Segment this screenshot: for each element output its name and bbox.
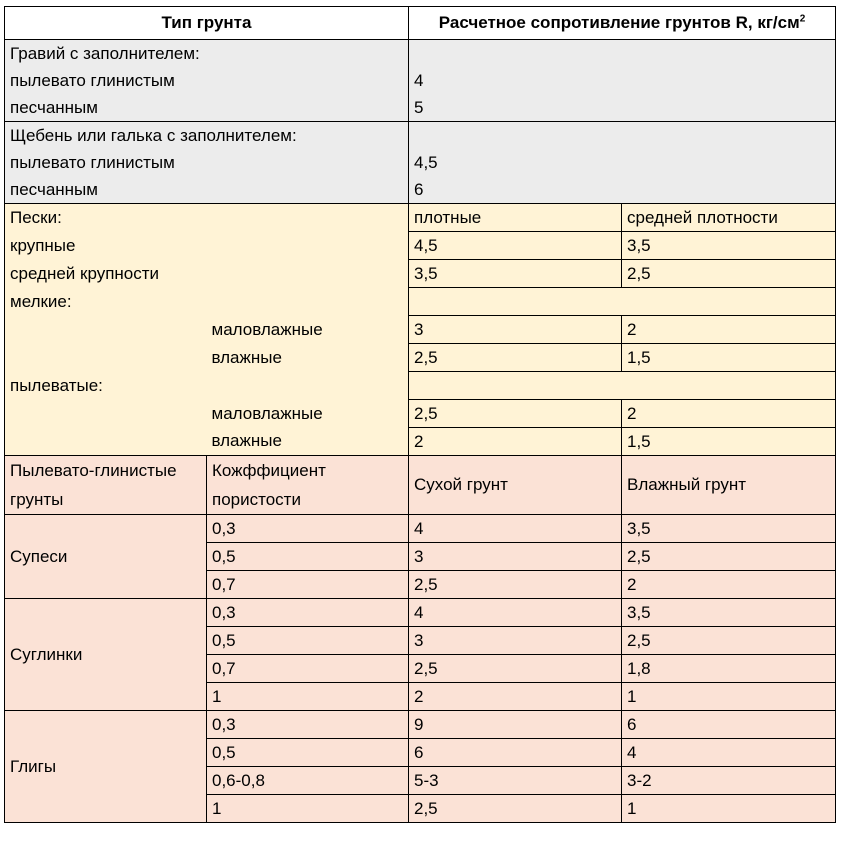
gliny-coef[interactable]: 0,3 <box>207 711 409 739</box>
sands-fine-moist-label[interactable]: влажные <box>207 344 409 372</box>
gravel-r2-value[interactable]: 5 <box>409 94 836 122</box>
suglinki-dry[interactable]: 2,5 <box>409 655 622 683</box>
sands-row-fine-moist <box>5 344 836 372</box>
crushed-row-1 <box>5 149 836 176</box>
header-row <box>5 7 836 40</box>
gliny-row-1 <box>5 711 836 739</box>
soil-resistance-table <box>4 6 836 823</box>
sands-fine-low-moist-medium[interactable]: 2 <box>622 316 836 344</box>
suglinki-wet[interactable]: 1,8 <box>622 655 836 683</box>
supesi-coef[interactable]: 0,3 <box>207 515 409 543</box>
sands-medium-size-spacer[interactable] <box>207 260 409 288</box>
sands-row-silty <box>5 372 836 400</box>
suglinki-wet[interactable]: 3,5 <box>622 599 836 627</box>
suglinki-coef[interactable]: 1 <box>207 683 409 711</box>
header-soil-type[interactable]: Тип грунта <box>5 7 409 40</box>
supesi-row-1 <box>5 515 836 543</box>
suglinki-dry[interactable]: 4 <box>409 599 622 627</box>
gliny-dry[interactable]: 2,5 <box>409 795 622 823</box>
supesi-wet[interactable]: 3,5 <box>622 515 836 543</box>
gliny-wet[interactable]: 1 <box>622 795 836 823</box>
crushed-r2-label[interactable]: песчанным <box>5 176 409 204</box>
sands-medium-size-medium[interactable]: 2,5 <box>622 260 836 288</box>
sands-fine-moist-medium[interactable]: 1,5 <box>622 344 836 372</box>
sands-fine-moist-spacer[interactable] <box>5 344 207 372</box>
header-resistance[interactable] <box>409 7 836 40</box>
clay-wet-header[interactable]: Влажный грунт <box>622 456 836 515</box>
gliny-dry[interactable]: 6 <box>409 739 622 767</box>
sands-silty-label[interactable]: пылеватые: <box>5 372 207 400</box>
sands-row-header <box>5 204 836 232</box>
sands-fine-label[interactable]: мелкие: <box>5 288 207 316</box>
sands-row-fine-low-moist <box>5 316 836 344</box>
gravel-row-2 <box>5 94 836 122</box>
gliny-coef[interactable]: 0,5 <box>207 739 409 767</box>
suglinki-wet[interactable]: 2,5 <box>622 627 836 655</box>
sands-silty-low-moist-medium[interactable]: 2 <box>622 400 836 428</box>
sands-coarse-label[interactable]: крупные <box>5 232 207 260</box>
sands-silty-moist-medium[interactable]: 1,5 <box>622 428 836 456</box>
gravel-r2-label[interactable]: песчанным <box>5 94 409 122</box>
gravel-title-value[interactable] <box>409 40 836 68</box>
supesi-coef[interactable]: 0,7 <box>207 571 409 599</box>
sands-silty-moist-spacer[interactable] <box>5 428 207 456</box>
sands-fine-moist-dense[interactable]: 2,5 <box>409 344 622 372</box>
gliny-wet[interactable]: 6 <box>622 711 836 739</box>
clay-coef-line1: Кожффициент <box>212 461 326 480</box>
suglinki-row-1 <box>5 599 836 627</box>
crushed-title[interactable]: Щебень или галька с заполнителем: <box>5 122 409 150</box>
supesi-coef[interactable]: 0,5 <box>207 543 409 571</box>
sands-fine-low-moist-label[interactable]: маловлажные <box>207 316 409 344</box>
clay-type-line1: Пылевато-глинистые <box>10 461 177 480</box>
sands-silty-moist-dense[interactable]: 2 <box>409 428 622 456</box>
crushed-title-value[interactable] <box>409 122 836 150</box>
sands-title-spacer[interactable] <box>207 204 409 232</box>
supesi-dry[interactable]: 2,5 <box>409 571 622 599</box>
gliny-wet[interactable]: 4 <box>622 739 836 767</box>
suglinki-coef[interactable]: 0,3 <box>207 599 409 627</box>
clay-type-line2: грунты <box>10 490 64 509</box>
clay-header-row <box>5 456 836 515</box>
sands-fine-values[interactable] <box>409 288 836 316</box>
header-resistance-sup: 2 <box>799 13 806 25</box>
crushed-r2-value[interactable]: 6 <box>409 176 836 204</box>
sands-row-fine <box>5 288 836 316</box>
gliny-label[interactable]: Глигы <box>5 711 207 823</box>
sands-silty-values[interactable] <box>409 372 836 400</box>
sands-silty-low-moist-dense[interactable]: 2,5 <box>409 400 622 428</box>
crushed-row-2 <box>5 176 836 204</box>
sands-row-medium-size <box>5 260 836 288</box>
clay-coef-line2: пористости <box>212 490 301 509</box>
sands-silty-moist-label[interactable]: влажные <box>207 428 409 456</box>
clay-type-header[interactable] <box>5 456 207 515</box>
suglinki-coef[interactable]: 0,7 <box>207 655 409 683</box>
sands-head-medium[interactable]: средней плотности <box>622 204 836 232</box>
supesi-wet[interactable]: 2 <box>622 571 836 599</box>
suglinki-dry[interactable]: 2 <box>409 683 622 711</box>
supesi-dry[interactable]: 3 <box>409 543 622 571</box>
sands-silty-low-moist-spacer[interactable] <box>5 400 207 428</box>
crushed-r1-label[interactable]: пылевато глинистым <box>5 149 409 176</box>
sands-row-coarse <box>5 232 836 260</box>
sands-medium-size-label[interactable]: средней крупности <box>5 260 207 288</box>
suglinki-dry[interactable]: 3 <box>409 627 622 655</box>
gravel-row-1 <box>5 67 836 94</box>
gravel-r1-value[interactable]: 4 <box>409 67 836 94</box>
gravel-r1-label[interactable]: пылевато глинистым <box>5 67 409 94</box>
sands-silty-low-moist-label[interactable]: маловлажные <box>207 400 409 428</box>
sands-coarse-spacer[interactable] <box>207 232 409 260</box>
gliny-dry[interactable]: 9 <box>409 711 622 739</box>
sands-fine-spacer[interactable] <box>207 288 409 316</box>
gliny-dry[interactable]: 5-3 <box>409 767 622 795</box>
clay-dry-header[interactable]: Сухой грунт <box>409 456 622 515</box>
header-resistance-text: Расчетное сопротивление грунтов R, кг/см <box>438 13 800 32</box>
sands-title[interactable]: Пески: <box>5 204 207 232</box>
gliny-wet[interactable]: 3-2 <box>622 767 836 795</box>
suglinki-coef[interactable]: 0,5 <box>207 627 409 655</box>
clay-coef-header[interactable] <box>207 456 409 515</box>
sands-fine-low-moist-dense[interactable]: 3 <box>409 316 622 344</box>
crushed-r1-value[interactable]: 4,5 <box>409 149 836 176</box>
gravel-row-title <box>5 40 836 68</box>
supesi-label[interactable]: Супеси <box>5 515 207 599</box>
supesi-wet[interactable]: 2,5 <box>622 543 836 571</box>
sands-coarse-medium[interactable]: 3,5 <box>622 232 836 260</box>
gliny-coef[interactable]: 0,6-0,8 <box>207 767 409 795</box>
sands-row-silty-moist <box>5 428 836 456</box>
supesi-dry[interactable]: 4 <box>409 515 622 543</box>
crushed-row-title <box>5 122 836 150</box>
sands-head-dense[interactable]: плотные <box>409 204 622 232</box>
suglinki-wet[interactable]: 1 <box>622 683 836 711</box>
suglinki-label[interactable]: Суглинки <box>5 599 207 711</box>
gravel-title[interactable]: Гравий с заполнителем: <box>5 40 409 68</box>
gliny-coef[interactable]: 1 <box>207 795 409 823</box>
sands-medium-size-dense[interactable]: 3,5 <box>409 260 622 288</box>
sands-fine-low-moist-spacer[interactable] <box>5 316 207 344</box>
sands-silty-spacer[interactable] <box>207 372 409 400</box>
sands-row-silty-low-moist <box>5 400 836 428</box>
sands-coarse-dense[interactable]: 4,5 <box>409 232 622 260</box>
